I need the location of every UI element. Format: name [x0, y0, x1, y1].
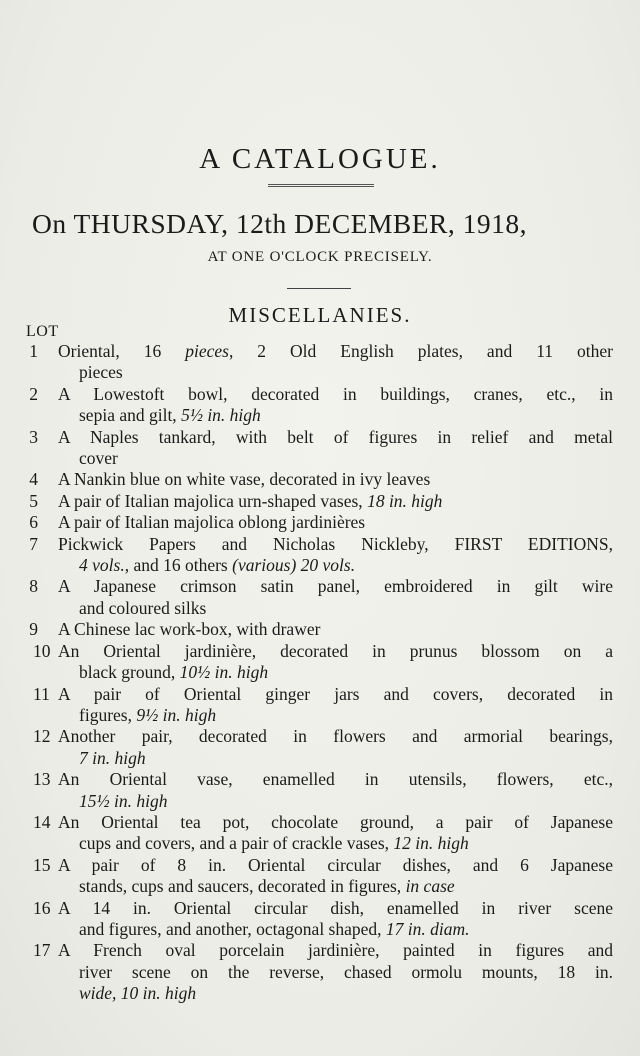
lot-description-line: A Chinese lac work-box, with drawer: [58, 619, 321, 640]
lot-description: [58, 491, 613, 512]
lot-entry: [0, 641, 640, 684]
lot-description-line: A 14 in. Oriental circular dish, enamelled in river scene: [58, 897, 613, 918]
lot-entry: [0, 512, 640, 533]
lot-number: 4: [29, 469, 38, 490]
lot-description-line: A Japanese crimson satin panel, embroidered in gilt wire: [58, 576, 613, 597]
lot-description: [58, 469, 613, 490]
lot-description-line: Pickwick Papers and Nicholas Nickleby, FIRST EDITIONS,: [58, 533, 613, 554]
lot-description-line: A Nankin blue on white vase, decorated in ivy leaves: [58, 469, 431, 490]
lot-number: 9: [29, 619, 38, 640]
lot-description-line: An Oriental tea pot, chocolate ground, a pair of Japanese: [58, 811, 613, 832]
lot-description-line: A Lowestoft bowl, decorated in buildings, cranes, etc., in: [58, 383, 613, 404]
lot-description-line: An Oriental vase, enamelled in utensils, flowers, etc.,: [58, 769, 613, 790]
lot-entry: [0, 684, 640, 727]
lot-entry: [0, 726, 640, 769]
lot-number: 13: [33, 769, 51, 790]
lot-entry: [0, 812, 640, 855]
lot-entry: [0, 534, 640, 577]
lot-description: [58, 641, 613, 684]
lot-description: [58, 812, 613, 855]
lot-description-line: A French oval porcelain jardinière, painted in figures and: [58, 940, 613, 961]
lot-description-continuation: 4 vols., and 16 others (various) 20 vols.: [79, 555, 356, 576]
lot-description-continuation: 15½ in. high: [79, 790, 168, 811]
lot-entry: [0, 898, 640, 941]
lot-number: 10: [33, 640, 51, 661]
lot-number: 16: [33, 897, 51, 918]
lot-number: 6: [29, 512, 38, 533]
lot-description-continuation: stands, cups and saucers, decorated in figures, in case: [79, 876, 455, 897]
lot-description: [58, 684, 613, 727]
lot-description-line: A pair of Oriental ginger jars and covers, decorated in: [58, 683, 613, 704]
lot-description-line: A Naples tankard, with belt of figures in relief and metal: [58, 426, 613, 447]
title-underline: [268, 184, 374, 187]
lot-description-continuation: 7 in. high: [79, 747, 146, 768]
lot-number: 17: [33, 940, 51, 961]
lot-description: [58, 427, 613, 470]
catalogue-title: A CATALOGUE.: [199, 143, 441, 175]
lot-description-line: Oriental, 16 pieces, 2 Old English plates, and 11 other: [58, 341, 613, 361]
lot-entry: [0, 855, 640, 898]
lot-entry: [0, 769, 640, 812]
lot-entry: [0, 619, 640, 640]
lot-description-line: An Oriental jardinière, decorated in prunus blossom on a: [58, 640, 613, 661]
lot-entry: [0, 427, 640, 470]
lot-description-continuation: pieces: [79, 362, 123, 383]
lot-column-label: LOT: [26, 323, 59, 340]
lot-description: [58, 769, 613, 812]
lot-number: 8: [29, 576, 38, 597]
lot-number: 15: [33, 854, 51, 875]
lot-description: [58, 341, 613, 384]
time-divider: [287, 288, 351, 289]
lot-number: 11: [33, 683, 50, 704]
lot-description-continuation: cover: [79, 448, 118, 469]
lot-entry: [0, 469, 640, 490]
lot-description-continuation: black ground, 10½ in. high: [79, 662, 269, 683]
lot-description-line: A pair of Italian majolica urn-shaped vases, 18 in. high: [58, 490, 443, 511]
lot-description: [58, 384, 613, 427]
lot-entry: [0, 491, 640, 512]
lot-number: 2: [29, 383, 38, 404]
lot-description: [58, 619, 613, 640]
lot-number: 3: [29, 426, 38, 447]
lot-description: [58, 512, 613, 533]
lot-description-line: Another pair, decorated in flowers and armorial bearings,: [58, 726, 613, 747]
lot-description: [58, 726, 613, 769]
lot-description-continuation: figures, 9½ in. high: [79, 704, 217, 725]
lot-number: 12: [33, 726, 51, 747]
lot-description: [58, 898, 613, 941]
lot-number: 7: [29, 533, 38, 554]
lot-entry: [0, 384, 640, 427]
lot-description: [58, 855, 613, 898]
sale-date-line: On THURSDAY, 12th DECEMBER, 1918,: [32, 208, 528, 239]
lot-description-line: A pair of Italian majolica oblong jardinières: [58, 512, 366, 533]
sale-time-line: AT ONE O'CLOCK PRECISELY.: [207, 249, 433, 265]
lot-number: 1: [29, 341, 38, 361]
lot-description: [58, 534, 613, 577]
lot-number: 5: [29, 490, 38, 511]
lot-description: [58, 940, 613, 1004]
lot-entry: [0, 576, 640, 619]
lot-list: [0, 341, 640, 1005]
lot-description-continuation: sepia and gilt, 5½ in. high: [79, 405, 261, 426]
lot-entry: [0, 940, 640, 1004]
lot-description-continuation: and figures, and another, octagonal shaped, 17 in. diam.: [79, 918, 470, 939]
section-heading: MISCELLANIES.: [228, 303, 412, 327]
lot-description-line: A pair of 8 in. Oriental circular dishes, and 6 Japanese: [58, 854, 613, 875]
lot-description-continuation: and coloured silks: [79, 597, 207, 618]
lot-description: [58, 576, 613, 619]
lot-number: 14: [33, 811, 51, 832]
lot-description-continuation: cups and covers, and a pair of crackle vases, 12 in. high: [79, 833, 469, 854]
lot-description-continuation: wide, 10 in. high: [79, 983, 197, 1004]
lot-description-continuation: river scene on the reverse, chased ormolu mounts, 18 in.: [79, 961, 613, 982]
lot-entry: [0, 341, 640, 384]
